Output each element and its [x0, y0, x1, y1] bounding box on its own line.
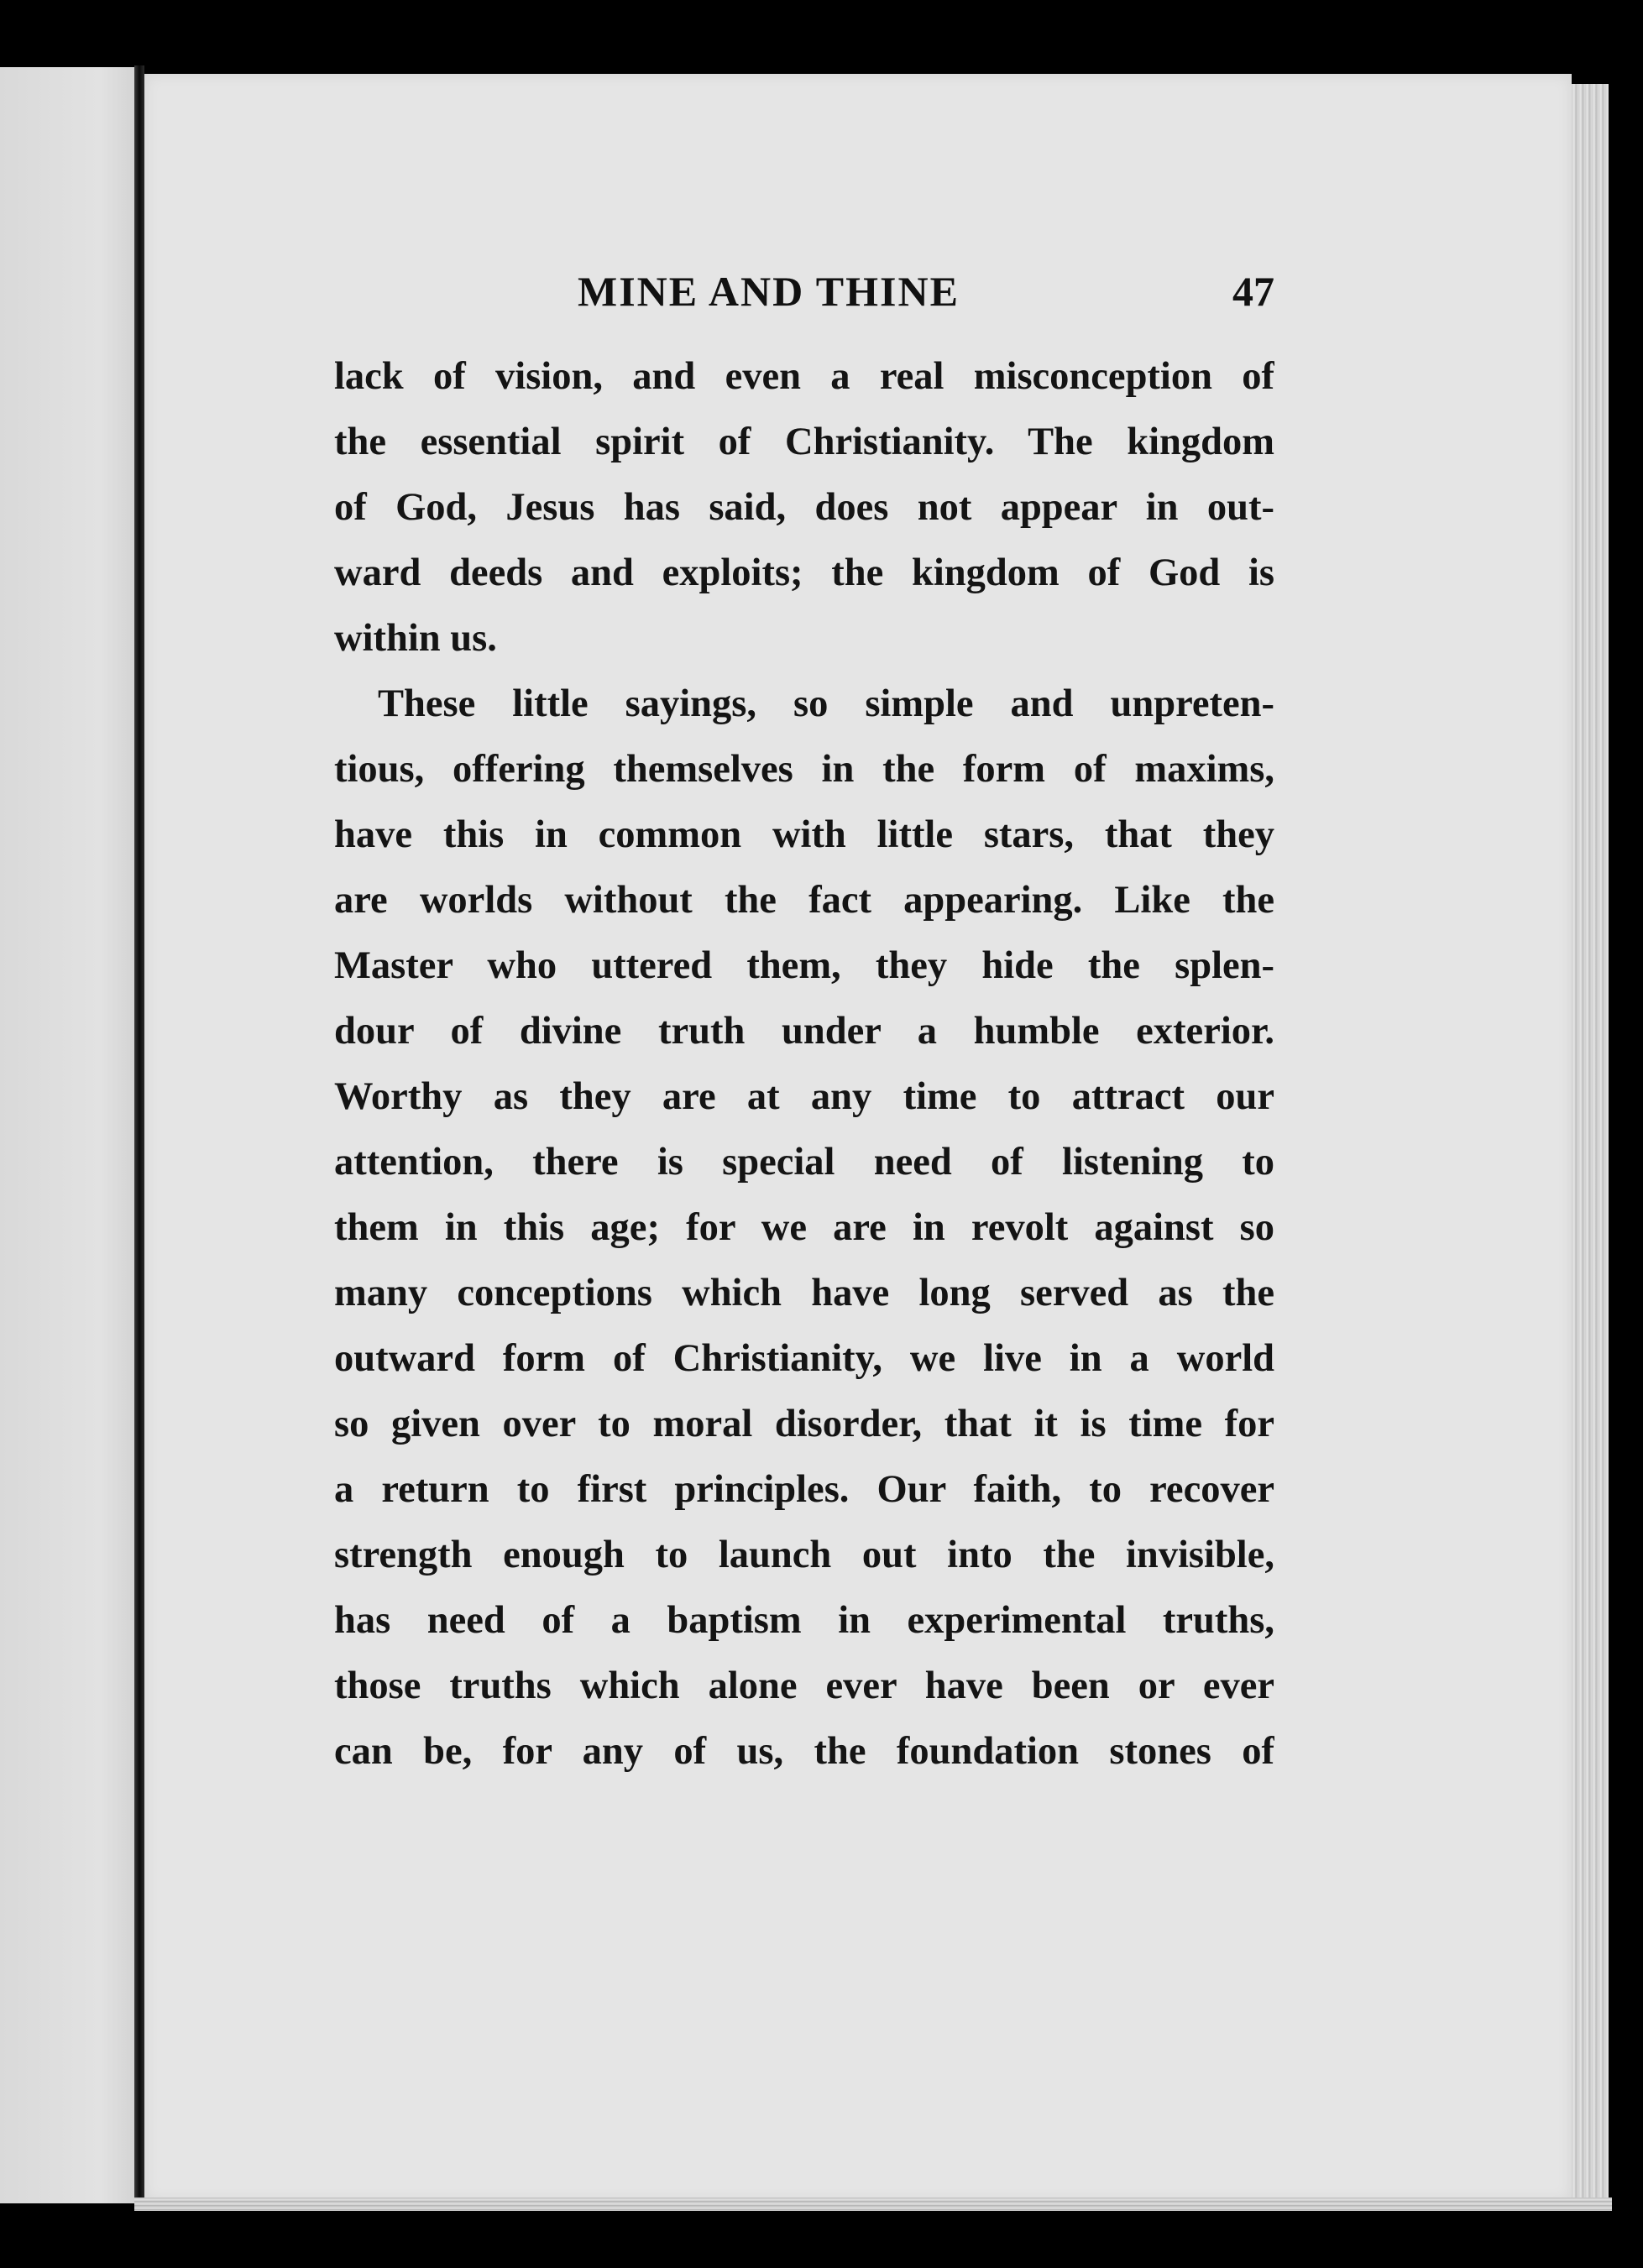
- book-gutter: [134, 65, 144, 2206]
- text-line: outward form of Christianity, we live in a world: [334, 1337, 1274, 1380]
- text-line: These little sayings, so simple and unpreten-: [378, 682, 1274, 725]
- text-line: tious, offering themselves in the form of maxims,: [334, 748, 1274, 791]
- page-stack-edge: [1572, 84, 1609, 2203]
- text-line: Master who uttered them, they hide the splen-: [334, 944, 1274, 987]
- text-line: a return to first principles. Our faith, to recover: [334, 1468, 1274, 1511]
- page-number: 47: [1232, 268, 1274, 315]
- body-text: [334, 344, 1274, 1785]
- text-line: Worthy as they are at any time to attract our: [334, 1075, 1274, 1118]
- paragraph: [334, 672, 1274, 1785]
- text-line: of God, Jesus has said, does not appear in out-: [334, 486, 1274, 529]
- text-line: dour of divine truth under a humble exterior.: [334, 1010, 1274, 1053]
- text-line: them in this age; for we are in revolt against so: [334, 1206, 1274, 1249]
- text-line: so given over to moral disorder, that it is time for: [334, 1403, 1274, 1445]
- running-title: MINE AND THINE: [578, 268, 960, 315]
- text-line: within us.: [334, 617, 497, 660]
- text-line: attention, there is special need of listening to: [334, 1141, 1274, 1184]
- text-line: the essential spirit of Christianity. The kingdom: [334, 421, 1274, 463]
- text-line: many conceptions which have long served as the: [334, 1272, 1274, 1314]
- page-bottom-edge: [134, 2197, 1612, 2211]
- text-line: has need of a baptism in experimental truths,: [334, 1599, 1274, 1642]
- text-line: those truths which alone ever have been or ever: [334, 1664, 1274, 1707]
- text-line: can be, for any of us, the foundation stones of: [334, 1730, 1274, 1773]
- facing-page-edge: [0, 67, 144, 2203]
- text-line: strength enough to launch out into the invisible,: [334, 1534, 1274, 1576]
- running-head: [334, 267, 1274, 326]
- paragraph: [334, 344, 1274, 672]
- text-line: ward deeds and exploits; the kingdom of God is: [334, 551, 1274, 594]
- text-line: lack of vision, and even a real misconception of: [334, 355, 1274, 398]
- text-line: are worlds without the fact appearing. Like the: [334, 879, 1274, 922]
- text-line: have this in common with little stars, that they: [334, 813, 1274, 856]
